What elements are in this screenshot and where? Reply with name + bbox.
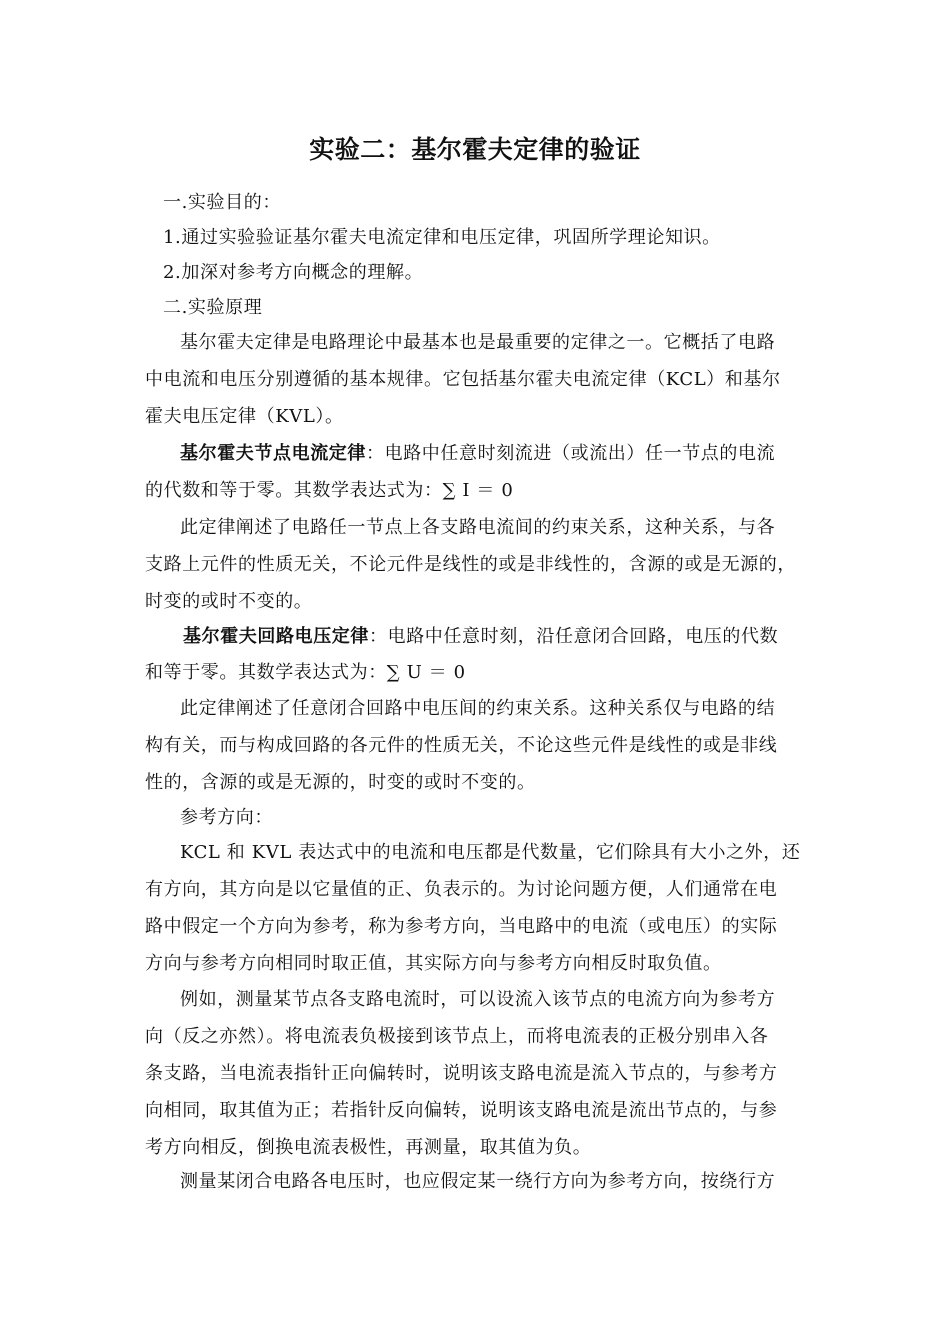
law-name: 基尔霍夫回路电压定律 [183, 626, 369, 647]
ref-line-4 [145, 951, 722, 977]
example-line-4 [145, 1098, 777, 1124]
line-text: 条支路，当电流表指针正向偏转时，说明该支路电流是流入节点的，与参考方 [145, 1063, 778, 1084]
line-text: 和等于零。其数学表达式为：∑ U ＝ 0 [145, 662, 466, 683]
line-text: 支路上元件的性质无关，不论元件是线性的或是非线性的，含源的或是无源的， [145, 554, 796, 575]
objective-1 [163, 225, 721, 251]
line-text: ：电路中任意时刻，沿任意闭合回路，电压的代数 [369, 626, 779, 647]
principle-line-1 [180, 330, 775, 356]
line-text: 1.通过实验验证基尔霍夫电流定律和电压定律，巩固所学理论知识。 [163, 227, 721, 248]
kcl-line-1 [180, 441, 775, 467]
line-text: 时变的或时不变的。 [145, 591, 313, 612]
line-text: 性的，含源的或是无源的，时变的或时不变的。 [145, 772, 536, 793]
line-text: 路中假定一个方向为参考，称为参考方向，当电路中的电流（或电压）的实际 [145, 916, 778, 937]
line-text: 此定律阐述了电路任一节点上各支路电流间的约束关系，这种关系，与各 [180, 517, 776, 538]
kcl-desc-line-2 [145, 552, 796, 578]
line-text: 向（反之亦然）。将电流表负极接到该节点上，而将电流表的正极分别串入各 [145, 1026, 769, 1047]
principle-line-2 [145, 367, 781, 393]
document-title: 实验二：基尔霍夫定律的验证 [309, 135, 641, 164]
line-text: 考方向相反，倒换电流表极性，再测量，取其值为负。 [145, 1137, 592, 1158]
principle-line-3 [145, 404, 344, 430]
line-text: 方向与参考方向相同时取正值，其实际方向与参考方向相反时取负值。 [145, 953, 722, 974]
line-text: 向相同，取其值为正；若指针反向偏转，说明该支路电流是流出节点的，与参 [145, 1100, 778, 1121]
kvl-line-2 [145, 660, 466, 686]
law-name: 基尔霍夫节点电流定律 [180, 443, 366, 464]
example-line-3 [145, 1061, 777, 1087]
line-text: 有方向，其方向是以它量值的正、负表示的。为讨论问题方便，人们通常在电 [145, 879, 778, 900]
line-text: 2.加深对参考方向概念的理解。 [163, 262, 424, 283]
example-line-1 [180, 987, 775, 1013]
ref-line-3 [145, 914, 777, 940]
line-text: 二.实验原理 [163, 297, 263, 318]
voltage-line-1 [180, 1169, 775, 1195]
line-text: 测量某闭合电路各电压时，也应假定某一绕行方向为参考方向，按绕行方 [180, 1171, 776, 1192]
line-text: 此定律阐述了任意闭合回路中电压间的约束关系。这种关系仅与电路的结 [180, 698, 776, 719]
example-line-5 [145, 1135, 591, 1161]
kvl-line-1 [183, 624, 778, 650]
objective-2 [163, 260, 423, 286]
line-text: 的代数和等于零。其数学表达式为：∑ I ＝ 0 [145, 480, 514, 501]
line-text: 构有关，而与构成回路的各元件的性质无关，不论这些元件是线性的或是非线 [145, 735, 778, 756]
ref-line-1 [180, 840, 800, 866]
line-text: 中电流和电压分别遵循的基本规律。它包括基尔霍夫电流定律（KCL）和基尔 [145, 369, 781, 390]
line-text: ：电路中任意时刻流进（或流出）任一节点的电流 [366, 443, 776, 464]
ref-line-2 [145, 877, 777, 903]
reference-direction-heading [180, 805, 273, 831]
line-text: 一.实验目的： [163, 192, 281, 213]
line-text: 参考方向： [180, 807, 273, 828]
kcl-line-2 [145, 478, 513, 504]
kcl-desc-line-3 [145, 589, 312, 615]
kcl-desc-line-1 [180, 515, 775, 541]
kvl-desc-line-2 [145, 733, 777, 759]
kvl-desc-line-3 [145, 770, 536, 796]
section-1-heading [163, 190, 281, 216]
line-text: 霍夫电压定律（KVL）。 [145, 406, 344, 427]
section-2-heading [163, 295, 262, 321]
example-line-2 [145, 1024, 768, 1050]
line-text: 基尔霍夫定律是电路理论中最基本也是最重要的定律之一。它概括了电路 [180, 332, 776, 353]
line-text: KCL 和 KVL 表达式中的电流和电压都是代数量，它们除具有大小之外，还 [180, 842, 801, 863]
kvl-desc-line-1 [180, 696, 775, 722]
line-text: 例如，测量某节点各支路电流时，可以设流入该节点的电流方向为参考方 [180, 989, 776, 1010]
